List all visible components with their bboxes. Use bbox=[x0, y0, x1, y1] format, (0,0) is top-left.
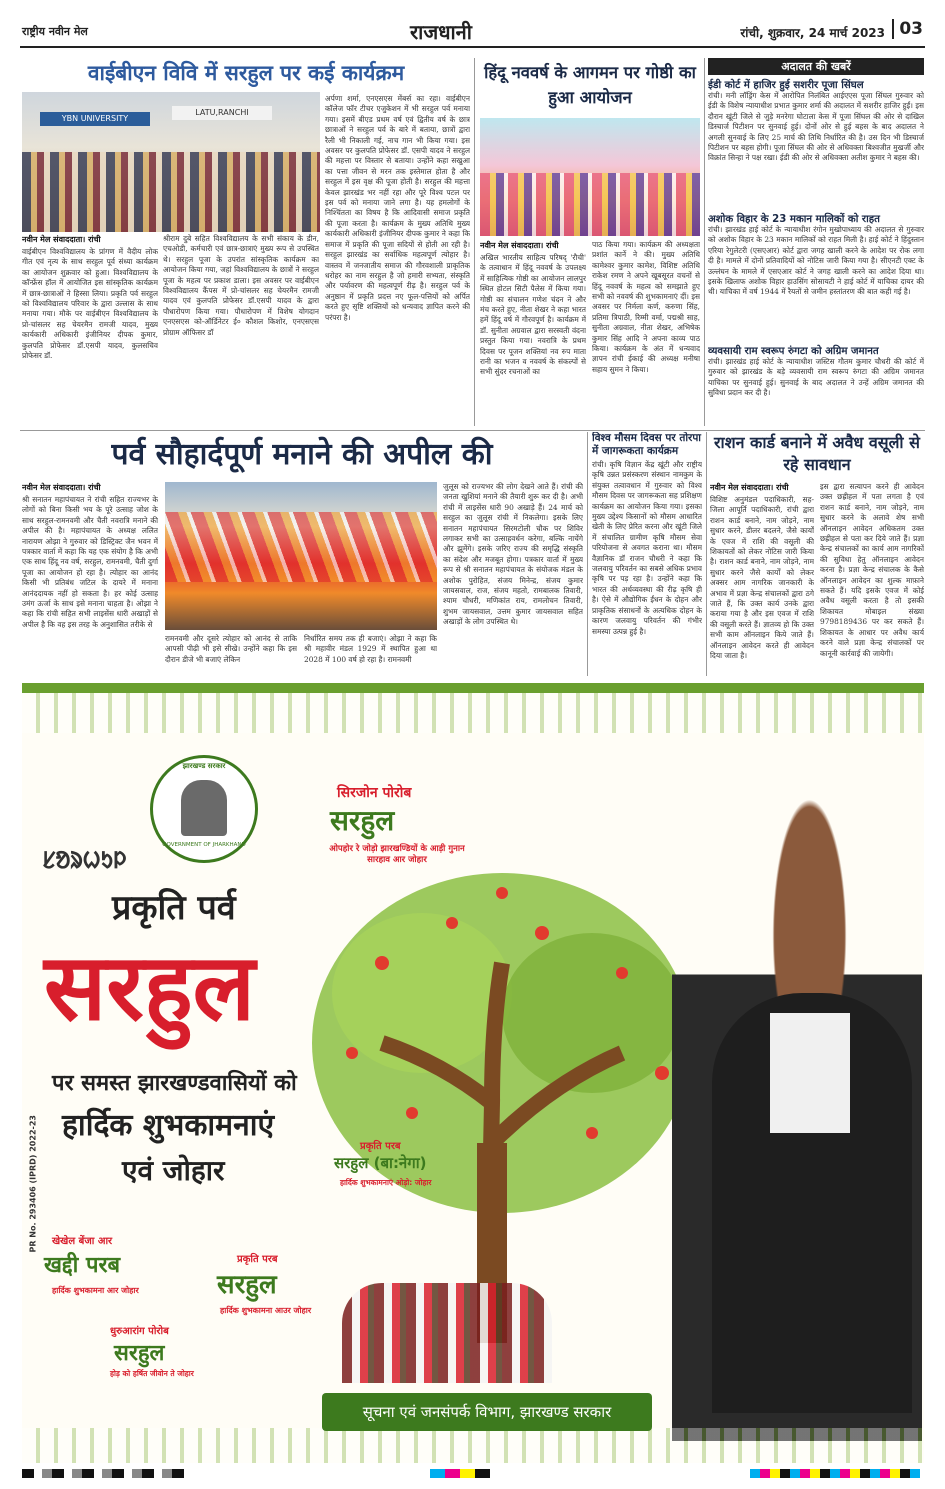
hindu-body-2: पाठ किया गया। कार्यक्रम की अध्यक्षता प्रशांत कार्ने ने की। मुख्य अतिथि कामेश्वर कुमार कामेश, विशिष्ट अतिथि राकेश रमण ने अपने खूबसूरत वचनों से हिंदू नववर्ष के महत्व को समझाते हुए सभी को नववर्ष की शुभकामनाएं दीं। इस अवसर पर निर्मला कर्ण, करुणा सिंह, प्रतिमा त्रिपाठी, रिम्मी वर्मा, पद्मश्री साह, सुनीता अग्रवाल, नीता शेखर, अभिषेक कुमार सिंह आदि ने अपना काव्य पाठ किया। कार्यक्रम के अंत में धन्यवाद ज्ञापन रांची ईकाई की अध्यक्ष मनीषा सहाय सुमन ने किया। bbox=[592, 240, 700, 374]
ybn-body-1: वाईबीएन विश्वविद्यालय के प्रांगण में वैदीय लोक गीत एवं नृत्य के साथ सरहुल पूर्व संध्या कार्यक्रम का आयोजन शुक्रवार को हुआ। विश्वविद्यालय के कॉन्फ्रेंस हॉल में आयोजित इस सांस्कृतिक कार्यक्रम में छात्र-छात्राओं ने हिस्सा लिया। प्रकृति पर्व सरहुल को विश्वविद्यालय परिवार के द्वारा उल्लास के साथ मनाया गया। मौके पर वाईबीएन विश्वविद्यालय के प्रो-चांसलर सह चेयरमैन रामजी यादव, मुख्य कार्यकारी अधिकारी इंजीनियर दीपक कुमार, कुलपति प्रोफेसर डॉ.एसपी यादव, कुलसचिव प्रोफेसर डॉ. bbox=[22, 247, 158, 361]
dancers-illustration bbox=[342, 1283, 552, 1383]
ration-headline: राशन कार्ड बनाने में अवैध वसूली से रहे सावधान bbox=[714, 433, 920, 474]
ad-sarhul-2-sub: हार्दिक शुभकामनाएं ओड़ो: जोहार bbox=[340, 1178, 432, 1187]
mausam-headline: विश्व मौसम दिवस पर तोरपा में जागरूकता कार्यक्रम bbox=[592, 432, 702, 457]
ybn-body-2: श्रीराम दुबे सहित विश्वविद्यालय के सभी संकाय के डीन, एचओडी, कर्मचारी एवं छात्र-छात्राएं मुख्य रूप से उपस्थित थे। सरहुल पूजा के उपरांत सांस्कृतिक कार्यक्रम का आयोजन किया गया, जहां विश्वविद्यालय के छात्रों ने सरहुल पूजा के महत्व पर प्रकाश डाला। इस अवसर पर वाईबीएन विश्वविद्यालय कैंपस में प्रो-चांसलर सह चेयरमैन रामजी यादव एवं कुलपति प्रोफेसर डॉ.एसपी यादव के द्वारा पौधारोपण किया गया। पौधारोपण में विशेष योगदान एनएसएस को-ऑर्डिनेटर ई० कौशल किशोर, एनएसएस प्रोग्राम ऑफिसर डॉ bbox=[163, 234, 319, 337]
ration-col-1 bbox=[710, 482, 814, 676]
ad-sarhul-4: सरहुल bbox=[114, 1341, 165, 1366]
adalat-body-1: रांची। मनी लॉड्रिंग केस में आरोपित निलंबित आईएएस पूजा सिंघल गुरुवार को ईडी के विशेष न्यायाधीश प्रभात कुमार शर्मा की अदालत में सशरीर हाजिर हुईं। इस दौरान खूंटी जिले से जुड़े मनरेगा घोटाला केस में पूजा सिंघल की ओर से दाखिल डिस्चार्ज पिटीशन पर सुनवाई हुई। दोनों ओर से हुई बहस के बाद अदालत ने अगली सुनवाई के लिए 25 मार्च की तिथि निर्धारित की है। उस दिन भी डिस्चार्ज पिटीशन पर बहस होगी। पूजा सिंघल की ओर से अधिवक्ता बिश्वजीत मुखर्जी और विक्रांत सिन्हा ने पक्ष रखा। ईडी की ओर से अधिवक्ता अतीश कुमार ने बहस की। bbox=[708, 91, 924, 163]
ad-prakriti-parv: प्रकृति पर्व bbox=[112, 888, 236, 928]
page-number: 03 bbox=[892, 19, 923, 39]
ad-line-1: पर समस्त झारखण्डवासियों को bbox=[52, 1071, 297, 1096]
ybn-photo bbox=[22, 92, 320, 232]
ybn-col-2 bbox=[163, 234, 319, 424]
hindu-photo bbox=[480, 118, 700, 236]
parv-caption-2: निर्धारित समय तक ही बजाएं। ओझा ने कहा कि श्री महावीर मंडल 1929 में स्थापित हुआ था 2028 में 100 वर्ष हो रहा है। रामनवमी bbox=[304, 634, 437, 664]
ad-sarhul-4-sub: होड़ को हर्षित जीवोन ते जोहार bbox=[110, 1369, 194, 1378]
parv-byline: नवीन मेल संवाददाता। रांची bbox=[22, 482, 101, 492]
ad-sarhul-3: सरहुल bbox=[217, 1270, 277, 1300]
ad-greeting-1: सिरजोन पोरोब bbox=[337, 785, 412, 801]
sarhul-advertisement bbox=[22, 683, 924, 1463]
ad-prakriti-3: प्रकृति परब bbox=[237, 1254, 278, 1265]
color-registration-bar-left bbox=[22, 1469, 192, 1478]
ad-line-2: हार्दिक शुभकामनाएं bbox=[62, 1108, 275, 1143]
adalat-body-3: रांची। झारखंड हाई कोर्ट के न्यायाधीश जस्टिस गौतम कुमार चौधरी की कोर्ट में गुरुवार को झारखंड के बड़े व्यवसायी राम स्वरूप रुंगटा की अग्रिम जमानत याचिका पर सुनवाई हुई। सुनवाई के बाद अदालत ने उन्हें अग्रिम जमानत की सुविधा प्रदान कर दी है। bbox=[708, 357, 924, 398]
ration-col-2 bbox=[820, 482, 924, 676]
ad-sarhul-3-sub: हार्दिक शुभकामना आउर जोहार bbox=[220, 1306, 312, 1315]
mausam-column bbox=[592, 432, 702, 676]
ad-sarhul-2: सरहुल (बा:नेगा) bbox=[334, 1154, 427, 1172]
mausam-body: रांची। कृषि विज्ञान केंद्र खूंटी और राष्ट्रीय कृषि उन्नत प्रसंस्करण संस्थान नामकुम के संयुक्त तत्वावधान में गुरुवार को विश्व मौसम दिवस पर जागरूकता सह प्रशिक्षण कार्यक्रम का आयोजन किया गया। इसका मुख्य उद्देश्य किसानों को मौसम आधारित खेती के लिए प्रेरित करना और खूंटी जिले में संचालित ग्रामीण कृषि मौसम सेवा परियोजना से अवगत कराना था। मौसम वैज्ञानिक डॉ राजन चौधरी ने कहा कि जलवायु परिवर्तन का सबसे अधिक प्रभाव कृषि पर पड़ रहा है। उन्होंने कहा कि भारत की अर्थव्यवस्था की रीढ़ कृषि ही है। ऐसे में औद्योगिक ईंधन के दोहन और प्राकृतिक संसाधनों के अत्यधिक दोहन के कारण जलवायु परिवर्तन की गंभीर समस्या उत्पन्न हुई है। bbox=[592, 460, 702, 636]
ybn-col-1 bbox=[22, 234, 158, 424]
adalat-column bbox=[708, 58, 924, 428]
section-title: राजधानी bbox=[410, 20, 472, 44]
adalat-body-2: रांची। झारखंड हाई कोर्ट के न्यायाधीश रंगोन मुखोपाध्याय की अदालत से गुरुवार को अशोक विहार के 23 मकान मालिकों को राहत मिली है। हाई कोर्ट ने हिंदुस्तान एरिया रेगुलेटरी (एसएआर) कोर्ट द्वारा जगह खाली करने के आदेश पर रोक लगा दी है। मामले में दोनों प्रतिवादियों को नोटिस जारी किया गया है। सीएनटी एक्ट के उल्लंघन के मामले में एसएआर कोर्ट ने जगह खाली करने का आदेश दिया था। इसके खिलाफ अशोक विहार हाउसिंग सोसायटी ने हाई कोर्ट में याचिका दायर की थी। याचिका में वर्ष 1944 में रैयतों से जमीन हस्तांतरण की बात कही गई है। bbox=[708, 225, 924, 297]
ration-byline: नवीन मेल संवाददाता। रांची bbox=[710, 482, 789, 492]
portrait-photo bbox=[672, 793, 922, 1441]
parv-caption-1: रामनवमी और दूसरे त्योहार को आनंद से ताकि आपसी पीढ़ी भी इसे सीखे। उन्होंने कहा कि इस दौरान डीजे भी बजाएं लेकिन bbox=[165, 634, 297, 664]
ad-script-text: ᱥᱚᱨᱦᱩᱞ bbox=[42, 848, 127, 874]
ybn-sign-1: YBN UNIVERSITY bbox=[40, 112, 150, 126]
ad-sarhul-4-pre: धुरुआरांग पोरोब bbox=[110, 1326, 169, 1337]
ybn-col-3 bbox=[325, 94, 470, 424]
ybn-headline: वाईबीएन विवि में सरहुल पर कई कार्यक्रम bbox=[87, 61, 405, 85]
adalat-headline-1: ईडी कोर्ट में हाजिर हुई सशरीर पूजा सिंघल bbox=[708, 80, 864, 91]
ad-khaddi-sub: हार्दिक शुभकामना आर जोहार bbox=[52, 1286, 139, 1295]
ad-khaddi-pre: खेखेल बेंजा आर bbox=[52, 1236, 113, 1247]
hindu-byline: नवीन मेल संवाददाता। रांची bbox=[480, 240, 559, 250]
ad-pr-number: PR No. 293406 (IPRD) 2022-23 bbox=[28, 1115, 38, 1253]
ybn-sign-2: LATU,RANCHI bbox=[172, 106, 272, 120]
ration-body-1: विशिष्ट अनुमंडल पदाधिकारी, सह-जिला आपूर्ति पदाधिकारी, रांची द्वारा राशन कार्ड बनाने, नाम जोड़ने, नाम सुधार करने, डीलर बदलने, जैसे कार्यों के एवज में राशि की वसूली की शिकायतों को लेकर नोटिस जारी किया है। राशन कार्ड बनाने, नाम जोड़ने, नाम सुधार करने जैसे कार्यों को लेकर अक्सर आम नागरिक जानकारी के अभाव में प्रज्ञा केन्द्र संचालकों द्वारा ठगे जाते हैं, कि उक्त कार्य उनके द्वारा कराया गया है और इस एवज में राशि की वसूली करते हैं। ज्ञातव्य हो कि उक्त सभी काम ऑनलाइन किये जाते हैं। ऑनलाइन आवेदन करते ही आवेदन दिया जाता है। bbox=[710, 495, 814, 661]
jharkhand-emblem-icon bbox=[150, 755, 258, 863]
ad-sarhul-1: सरहुल bbox=[330, 804, 395, 837]
parv-caption-2-box bbox=[304, 634, 437, 676]
parv-photo bbox=[165, 482, 437, 630]
adalat-section-label: अदालत की खबरें bbox=[708, 58, 924, 75]
color-registration-bar-center bbox=[430, 1469, 490, 1478]
parv-caption-1-box bbox=[165, 634, 297, 676]
ad-prakriti-2: प्रकृति परब bbox=[360, 1141, 401, 1152]
parv-headline: पर्व सौहार्दपूर्ण मनाने की अपील की bbox=[111, 437, 493, 472]
ybn-byline: नवीन मेल संवाददाता। रांची bbox=[22, 234, 101, 244]
emblem-ring-text: GOVERNMENT OF JHARKHAND bbox=[162, 842, 246, 848]
adalat-headline-3: व्यवसायी राम स्वरूप रुंगटा को अग्रिम जमानत bbox=[708, 346, 879, 357]
color-registration-bar-right bbox=[750, 1469, 920, 1478]
hindu-headline: हिंदू नववर्ष के आगमन पर गोष्ठी का हुआ आयोजन bbox=[484, 63, 696, 107]
ad-khaddi: खद्दी परब bbox=[44, 1253, 121, 1278]
ad-line-3: एवं जोहार bbox=[122, 1154, 225, 1187]
hindu-headline-box bbox=[480, 60, 700, 116]
ybn-body-3: अर्पणा शर्मा, एनएसएस मेंबर्स का रहा। वाईबीएन कॉलेज फॉर टीचर एजुकेशन में भी सरहुल पर्व मनाया गया। इसमें बीएड प्रथम वर्ष एवं द्वितीय वर्ष के छात्र छात्राओं ने सरहुल पर्व के बारे में बताया, छात्रों द्वारा रैली भी निकाली गई, नाच गान भी किया गया। इस अवसर पर कुलपति प्रोफेसर डॉ. एसपी यादव ने सरहुल की महत्ता पर विस्तार से बताया। उन्होंने कहा सखुआ का पत्ता जीवन से मरन तक इस्तेमाल होता है और सरहुल में इस वृक्ष की पूजा होती है। सरहुल की महत्ता केवल झारखंड भर नहीं रहा और पूरे विश्व पटल पर इस पर्व को मनाया जाने लगा है। यह हमलोगों के निश्चिंतता का विषय है कि आदिवासी समाज प्रकृति की पूजा करता है। कार्यक्रम के मुख्य अतिथि मुख्य कार्यकारी अधिकारी इंजीनियर दीपक कुमार ने कहा कि समाज में प्रकृति की पूजा सदियों से होती आ रही है। सरहुल झारखंड का सर्वाधिक महत्वपूर्ण त्योहार है। वास्तव में जनजातीय समाज की गौरवशाली प्राकृतिक धरोहर का नाम सरहुल है जो हमारी सभ्यता, संस्कृति और पर्यावरण की महत्वपूर्ण रीढ़ है। सरहुल पर्व के अनुष्ठान में प्रकृति प्रदत्त नए फूल-पत्तियों को अर्पित करते हुए सृष्टि शक्तियों को धन्यवाद ज्ञापित करने की परंपरा है। bbox=[325, 94, 470, 322]
hindu-col-1 bbox=[480, 240, 586, 426]
ad-sarhul-big: सरहुल bbox=[44, 934, 256, 1041]
hindu-col-2 bbox=[592, 240, 700, 426]
hindu-body-1: अखिल भारतीय साहित्य परिषद् 'रौची' के तत्वाधान में हिंदू नववर्ष के उपलक्ष्य में साहित्यिक गोष्ठी का आयोजन लालपुर स्थित होटल सिटी पैलेस में किया गया। गोष्ठी का संचालन गणेश चंदन ने और मंच करते हुए, नीता शेखर ने कहा भारत हमें हिंदू वर्ष में गौरवपूर्ण है। कार्यक्रम में डॉ. सुनीता अग्रवाल द्वारा सरस्वती वंदना प्रस्तुत किया गया। नवरात्रि के प्रथम दिवस पर पूजन शक्तियां नव रुप माता रानी का भजन व नववर्ष के संकल्पों से सभी सुंदर रचनाओं का bbox=[480, 253, 586, 377]
ad-footer-department: सूचना एवं जनसंपर्क विभाग, झारखण्ड सरकार bbox=[322, 1393, 652, 1431]
parv-col-1 bbox=[22, 482, 158, 674]
tree-illustration-icon bbox=[292, 843, 712, 1343]
parv-col-3 bbox=[443, 482, 583, 676]
ybn-headline-box bbox=[22, 58, 470, 90]
ad-greeting-1-sub: ओपहोर रे जोड़ो झारखण्डियों के आड़ी गुनान सारहाव आर जोहार bbox=[329, 844, 465, 865]
parv-headline-box bbox=[22, 432, 582, 480]
emblem-text: झारखण्ड सरकार bbox=[182, 762, 226, 770]
ration-body-2: इस द्वारा सत्यापन करने ही आवेदन उक्त छह्रीहल में पता लगता है एवं राशन कार्ड बनाने, नाम जोड़ने, नाम सुधार करने के अलावे शेष सभी ऑनलाइन आवेदन अधिकतम उक्त छह्रीहल से पता कर दिये जाते हैं। प्रज्ञा केन्द्र संचालकों का कार्य आम नागरिकों की सुविधा हेतु ऑनलाइन आवेदन करना है। प्रज्ञा केन्द्र संचालक के कैसे ऑनलाइन आवेदन का शुल्क माफ़ाने सकते हैं। यदि इसके एवज में कोई अवैध वसूली करता है तो इसकी शिकायत मोबाइल संख्या 9798189436 पर कर सकते हैं। शिकायत के आधार पर अवैध कार्य करने वाले प्रज्ञा केन्द्र संचालकों पर कानूनी कार्रवाई की जायेगी। bbox=[820, 482, 924, 658]
masthead bbox=[20, 18, 925, 48]
issue-date: रांची, शुक्रवार, 24 मार्च 2023 bbox=[740, 26, 885, 40]
parv-body-2: जुलूस को राज्यभर की लोग देखने आते हैं। रांची की जनता खुशियां मनाने की तैयारी शुरू कर दी है। अभी रांची में लाइसेंस धारी 90 अखाड़े हैं। 24 मार्च को सरहुल का जुलूस रांची में निकलेगा। इसके लिए सनातन महापंचायत सिरमटोली चौक पर शिविर लगाकर सभी का उत्साहवर्धन करेगा, बल्कि नाचेंगे और झूमेंगे। इसके जरिए राज्य की समृद्धि संस्कृति का संदेश और मजबूत होगा। पत्रकार वार्ता में मुख्य रूप से श्री सनातन महापंचायत के संयोजक मंडल के अशोक पुरोहित, संजय मिनेन्द्र, संजय कुमार जायसवाल, राज, संजय महतो, रामबालक तिवारी, श्याम चौधरी, मणिकांत राय, रामलोचन तिवारी, शुभम जायसवाल, उत्तम कुमार जायसवाल सहित अखाड़ों के लोग उपस्थित थे। bbox=[443, 482, 583, 627]
parv-body-1: श्री सनातन महापंचायत ने रांची सहित राज्यभर के लोगों को बिना किसी भय के पूरे उत्साह जोश के साथ सरहुल-रामनवमी और चैती नवरात्रि मनाने की अपील की है। महापंचायत के अध्यक्ष ललित नारायण ओझा ने गुरुवार को डिस्ट्रिक्ट जैन भवन में पत्रकार वार्ता में कहा कि यह एक संयोग है कि अभी एक साथ हिंदू नव वर्ष, सरहुल, रामनवमी, चैती दुर्गा पूजा का आयोजन हो रहा है। त्योहार का आनंद किसी भी प्रतिबंध जटिल के दायरे में मनाना आनंददायक नहीं हो सकता है। हर कोई उत्साह उमंग ऊर्जा के साथ इसे मनाना चाहता है। ओझा ने कहा कि रांची सहित सभी लाइसेंस धारी अखाड़ों से अपील है कि वह इस तरह के अनुशासित तरीके से bbox=[22, 495, 158, 629]
adalat-headline-2: अशोक विहार के 23 मकान मालिकों को राहत bbox=[708, 214, 880, 225]
newspaper-brand: राष्ट्रीय नवीन मेल bbox=[22, 25, 88, 38]
ration-headline-box bbox=[710, 432, 924, 480]
